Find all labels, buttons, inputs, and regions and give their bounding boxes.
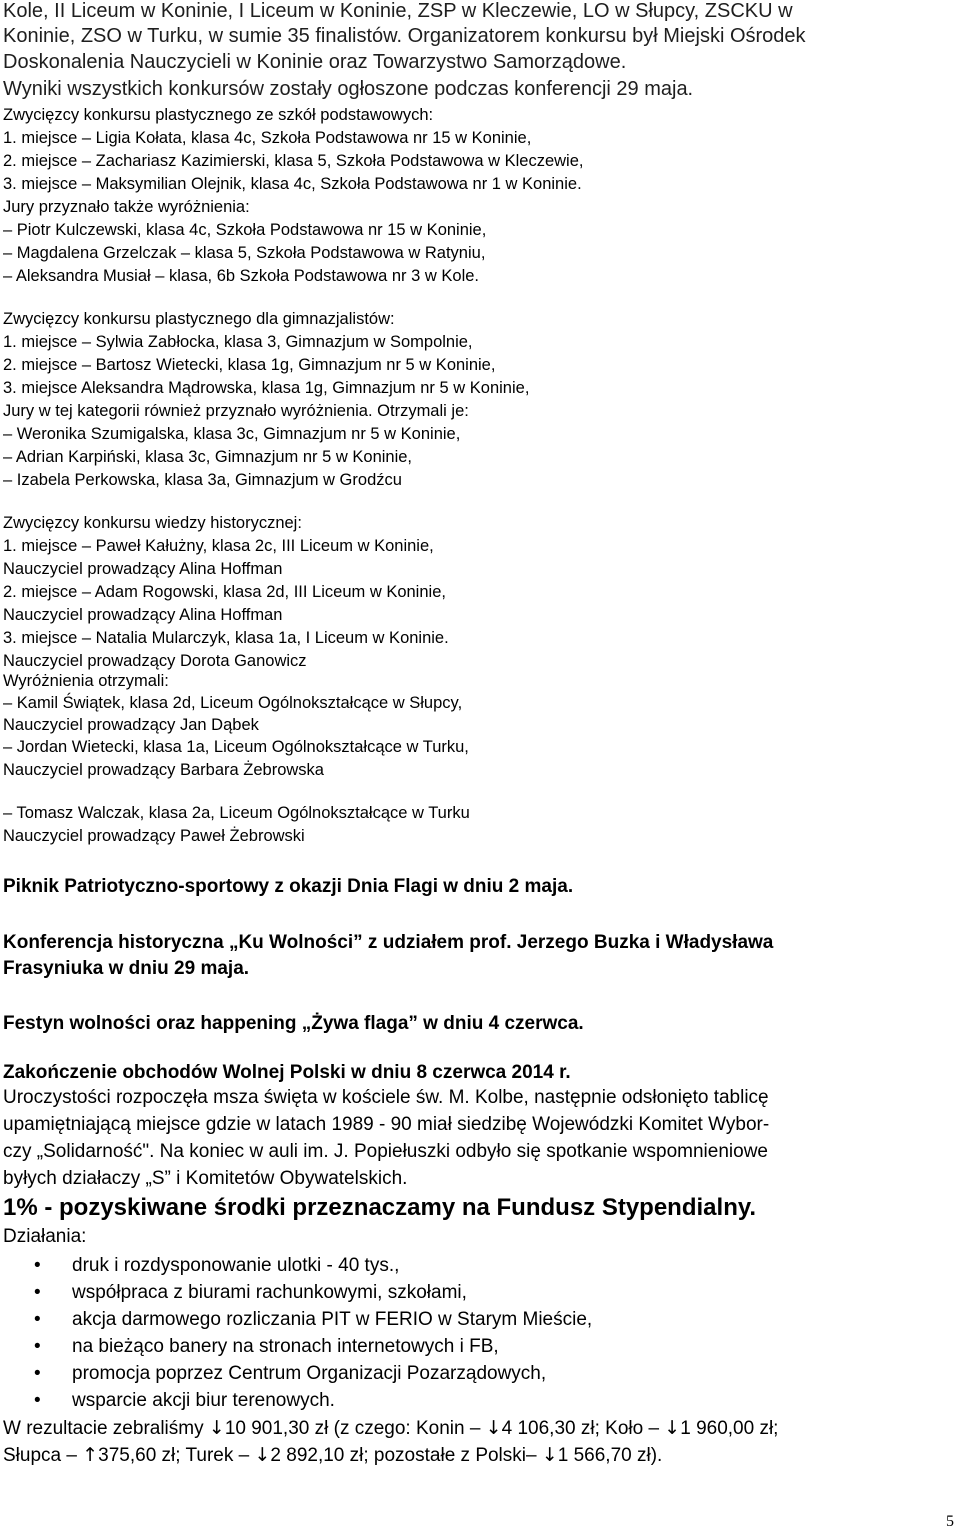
text-line: – Jordan Wietecki, klasa 1a, Liceum Ogólnokształcące w Turku, — [3, 738, 469, 756]
text-line: – Magdalena Grzelczak – klasa 5, Szkoła Podstawowa w Ratyniu, — [3, 244, 486, 262]
text-line: Nauczyciel prowadzący Paweł Żebrowski — [3, 827, 305, 845]
text-line: 2. miejsce – Zachariasz Kazimierski, klasa 5, Szkoła Podstawowa w Kleczewie, — [3, 152, 584, 170]
list-item: druk i rozdysponowanie ulotki - 40 tys., — [72, 1255, 400, 1276]
event-heading: Festyn wolności oraz happening „Żywa flaga” w dniu 4 czerwca. — [3, 1013, 584, 1034]
arrow-down-icon: ↓ — [254, 1444, 271, 1466]
event-heading: Frasyniuka w dniu 29 maja. — [3, 958, 250, 979]
text-line: – Adrian Karpiński, klasa 3c, Gimnazjum nr 5 w Koninie, — [3, 448, 413, 466]
text-line: 1. miejsce – Paweł Kałużny, klasa 2c, III Liceum w Koninie, — [3, 537, 434, 555]
result-line — [3, 1417, 778, 1440]
list-item: współpraca z biurami rachunkowymi, szkołami, — [72, 1282, 467, 1303]
text-line: Koninie, ZSO w Turku, w sumie 35 finalistów. Organizatorem konkursu był Miejski Ośrodek — [3, 25, 806, 47]
text-line: 3. miejsce – Maksymilian Olejnik, klasa 4c, Szkoła Podstawowa nr 1 w Koninie. — [3, 175, 582, 193]
slupca-amount: 375,60 zł; Turek – — [98, 1445, 255, 1466]
kolo-amount: 1 960,00 zł; — [680, 1418, 779, 1439]
text-line: – Izabela Perkowska, klasa 3a, Gimnazjum w Grodźcu — [3, 471, 402, 489]
list-item: promocja poprzez Centrum Organizacji Pozarządowych, — [72, 1363, 547, 1384]
paragraph-line: upamiętniającą miejsce gdzie w latach 1989 - 90 miał siedzibę Wojewódzki Komitet Wybor- — [3, 1114, 770, 1135]
text-line: Doskonalenia Nauczycieli w Koninie oraz Towarzystwo Samorządowe. — [3, 51, 627, 73]
list-item: wsparcie akcji biur terenowych. — [72, 1390, 335, 1411]
text-line: Kole, II Liceum w Koninie, I Liceum w Koninie, ZSP w Kleczewie, LO w Słupcy, ZSCKU w — [3, 0, 793, 22]
arrow-down-icon: ↓ — [208, 1417, 225, 1439]
rest-amount: 1 566,70 zł). — [557, 1445, 663, 1466]
konin-amount: 4 106,30 zł; Koło – — [501, 1418, 665, 1439]
fund-heading: 1% - pozyskiwane środki przeznaczamy na Fundusz Stypendialny. — [3, 1194, 757, 1221]
text-line: Nauczyciel prowadzący Barbara Żebrowska — [3, 761, 324, 779]
page-number: 5 — [946, 1513, 954, 1530]
total-amount: 10 901,30 zł (z czego: Konin – — [224, 1418, 486, 1439]
text-line: 2. miejsce – Adam Rogowski, klasa 2d, III Liceum w Koninie, — [3, 583, 446, 601]
text-line: Nauczyciel prowadzący Jan Dąbek — [3, 716, 259, 734]
text-line: 1. miejsce – Ligia Kołata, klasa 4c, Szkoła Podstawowa nr 15 w Koninie, — [3, 129, 532, 147]
text-line: Nauczyciel prowadzący Alina Hoffman — [3, 606, 283, 624]
event-heading: Piknik Patriotyczno-sportowy z okazji Dnia Flagi w dniu 2 maja. — [3, 876, 574, 897]
text-line: – Tomasz Walczak, klasa 2a, Liceum Ogólnokształcące w Turku — [3, 804, 470, 822]
text-line: Wyróżnienia otrzymali: — [3, 672, 169, 690]
list-item: na bieżąco banery na stronach internetowych i FB, — [72, 1336, 499, 1357]
text-line: Jury w tej kategorii również przyznało wyróżnienia. Otrzymali je: — [3, 402, 469, 420]
actions-label: Działania: — [3, 1226, 87, 1247]
result-line — [3, 1444, 662, 1467]
bullet-icon: • — [34, 1255, 41, 1276]
text-line: 3. miejsce – Natalia Mularczyk, klasa 1a, I Liceum w Koninie. — [3, 629, 449, 647]
arrow-up-icon: ↑ — [82, 1444, 99, 1466]
text-line: Nauczyciel prowadzący Alina Hoffman — [3, 560, 283, 578]
bullet-icon: • — [34, 1282, 41, 1303]
arrow-down-icon: ↓ — [664, 1417, 681, 1439]
text-line: 1. miejsce – Sylwia Zabłocka, klasa 3, Gimnazjum w Sompolnie, — [3, 333, 473, 351]
turek-amount: 2 892,10 zł; pozostałe z Polski– — [270, 1445, 542, 1466]
text-line: Zwycięzcy konkursu wiedzy historycznej: — [3, 514, 302, 532]
paragraph-line: Uroczystości rozpoczęła msza święta w kościele św. M. Kolbe, następnie odsłonięto tablicę — [3, 1087, 769, 1108]
bullet-icon: • — [34, 1363, 41, 1384]
result-text: Słupca – — [3, 1445, 83, 1466]
paragraph-line: byłych działaczy „S” i Komitetów Obywatelskich. — [3, 1168, 408, 1189]
event-heading: Zakończenie obchodów Wolnej Polski w dniu 8 czerwca 2014 r. — [3, 1062, 571, 1083]
bullet-icon: • — [34, 1336, 41, 1357]
text-line: Jury przyznało także wyróżnienia: — [3, 198, 250, 216]
text-line: Nauczyciel prowadzący Dorota Ganowicz — [3, 652, 307, 670]
list-item: akcja darmowego rozliczania PIT w FERIO w Starym Mieście, — [72, 1309, 593, 1330]
paragraph-line: czy „Solidarność". Na koniec w auli im. J. Popiełuszki odbyło się spotkanie wspomnieniowe — [3, 1141, 768, 1162]
text-line: Zwycięzcy konkursu plastycznego ze szkół podstawowych: — [3, 106, 434, 124]
text-line: – Aleksandra Musiał – klasa, 6b Szkoła Podstawowa nr 3 w Kole. — [3, 267, 480, 285]
arrow-down-icon: ↓ — [485, 1417, 502, 1439]
text-line: – Kamil Świątek, klasa 2d, Liceum Ogólnokształcące w Słupcy, — [3, 694, 463, 712]
arrow-down-icon: ↓ — [541, 1444, 558, 1466]
text-line: – Weronika Szumigalska, klasa 3c, Gimnazjum nr 5 w Koninie, — [3, 425, 461, 443]
text-line: Zwycięzcy konkursu plastycznego dla gimnazjalistów: — [3, 310, 395, 328]
result-text: W rezultacie zebraliśmy — [3, 1418, 209, 1439]
bullet-icon: • — [34, 1309, 41, 1330]
bullet-icon: • — [34, 1390, 41, 1411]
text-line: 3. miejsce Aleksandra Mądrowska, klasa 1g, Gimnazjum nr 5 w Koninie, — [3, 379, 530, 397]
text-line: 2. miejsce – Bartosz Wietecki, klasa 1g, Gimnazjum nr 5 w Koninie, — [3, 356, 496, 374]
event-heading: Konferencja historyczna „Ku Wolności” z udziałem prof. Jerzego Buzka i Władysława — [3, 932, 774, 953]
text-line: Wyniki wszystkich konkursów zostały ogłoszone podczas konferencji 29 maja. — [3, 78, 694, 100]
text-line: – Piotr Kulczewski, klasa 4c, Szkoła Podstawowa nr 15 w Koninie, — [3, 221, 487, 239]
